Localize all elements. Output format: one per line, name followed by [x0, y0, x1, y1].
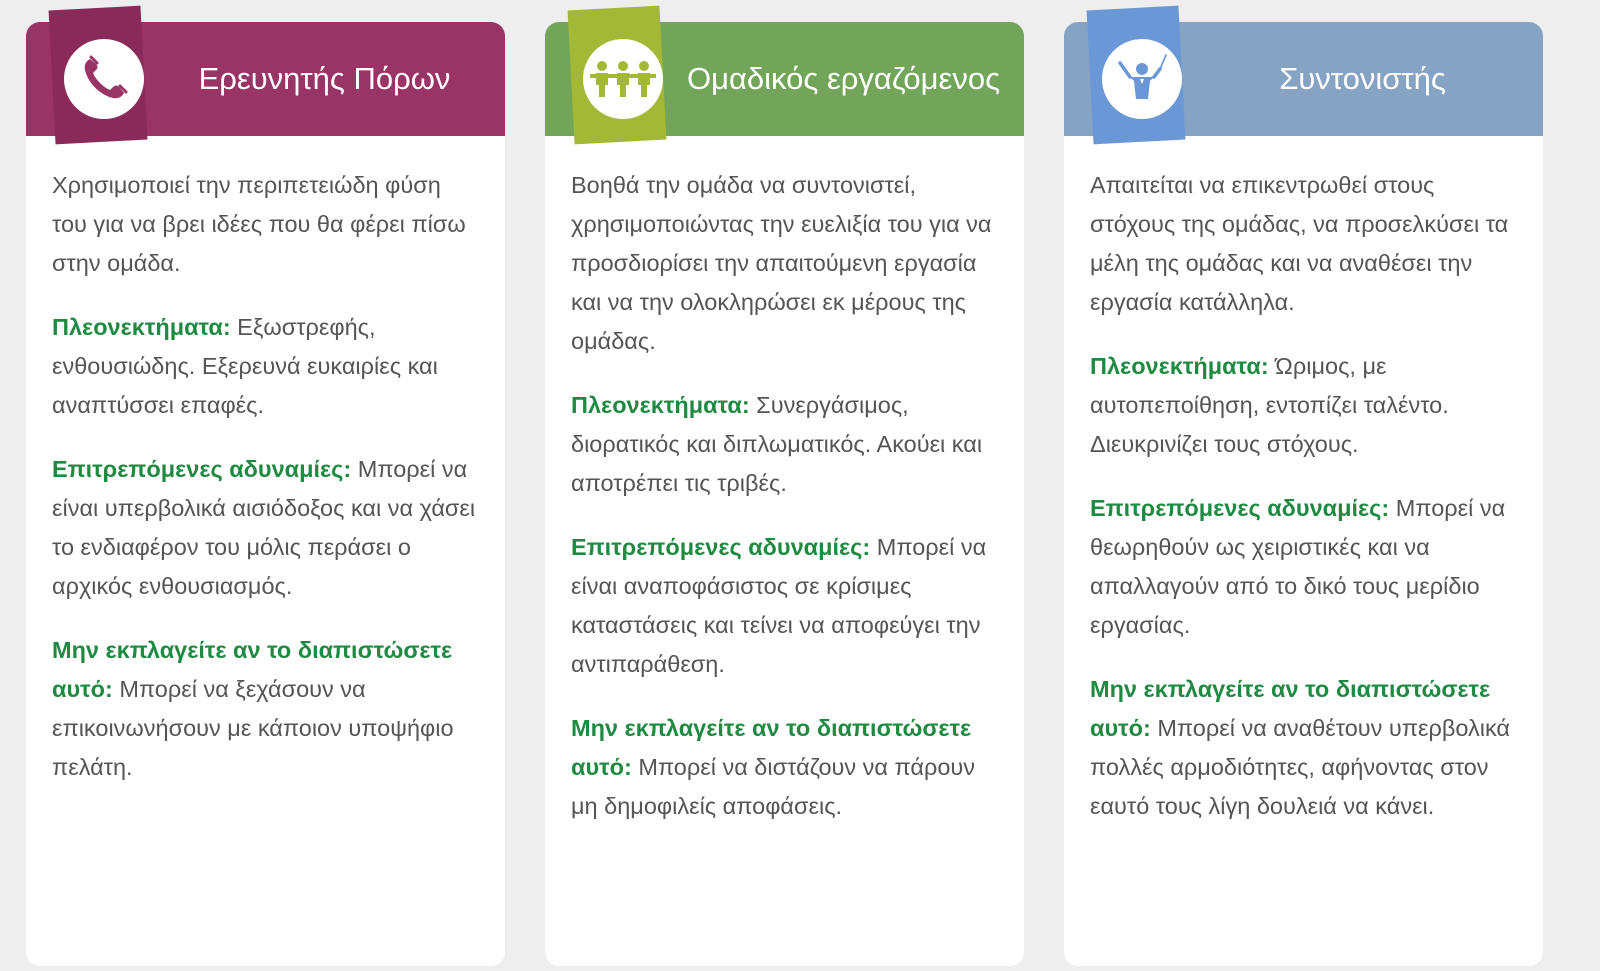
strengths-label: Πλεονεκτήματα:: [571, 392, 750, 418]
card-header: [545, 22, 1024, 136]
weaknesses-label: Επιτρεπόμενες αδυναμίες:: [52, 456, 352, 482]
card-body: [545, 136, 1024, 826]
card-header: [26, 22, 505, 136]
surprise-label: Μην εκπλαγείτε αν το διαπιστώσετε αυτό:: [52, 637, 453, 702]
strengths-text: Συνεργάσιμος, διορατικός και διπλωματικός. Ακούει και αποτρέπει τις τριβές.: [571, 392, 983, 496]
card-title: Ομαδικός εργαζόμενος: [686, 61, 1001, 96]
role-description: Βοηθά την ομάδα να συντονιστεί, χρησιμοποιώντας την ευελιξία του για να προσδιορίσει την απαιτούμενη εργασία και να την ολοκληρώσει εκ μέρους της ομάδας.: [571, 172, 992, 354]
weaknesses-label: Επιτρεπόμενες αδυναμίες:: [571, 534, 871, 560]
surprise-text: Μπορεί να διστάζουν να πάρουν μη δημοφιλείς αποφάσεις.: [571, 754, 976, 819]
card-body: [26, 136, 505, 787]
strengths-paragraph: [1090, 347, 1517, 464]
surprise-paragraph: [1090, 670, 1517, 826]
weaknesses-text: Μπορεί να θεωρηθούν ως χειριστικές και να απαλλαγούν από το δικό τους μερίδιο εργασίας.: [1090, 495, 1506, 638]
weaknesses-text: Μπορεί να είναι υπερβολικά αισιόδοξος και να χάσει το ενδιαφέρον του μόλις περάσει ο αρχικός ενθουσιασμός.: [52, 456, 476, 599]
strengths-text: Εξωστρεφής, ενθουσιώδης. Εξερευνά ευκαιρίες και αναπτύσσει επαφές.: [52, 314, 438, 418]
weaknesses-text: Μπορεί να είναι αναποφάσιστος σε κρίσιμες καταστάσεις και τείνει να αποφεύγει την αντιπαράθεση.: [571, 534, 987, 677]
surprise-label: Μην εκπλαγείτε αν το διαπιστώσετε αυτό:: [1090, 676, 1491, 741]
strengths-text: Ώριμος, με αυτοπεποίθηση, εντοπίζει ταλέντο. Διευκρινίζει τους στόχους.: [1090, 353, 1449, 457]
team-people-icon: [583, 39, 663, 119]
weaknesses-paragraph: [52, 450, 479, 606]
surprise-paragraph: [52, 631, 479, 787]
role-card-resource-investigator: [26, 22, 505, 966]
phone-icon: [64, 39, 144, 119]
surprise-label: Μην εκπλαγείτε αν το διαπιστώσετε αυτό:: [571, 715, 972, 780]
surprise-paragraph: [571, 709, 998, 826]
conductor-icon: [1102, 39, 1182, 119]
weaknesses-label: Επιτρεπόμενες αδυναμίες:: [1090, 495, 1390, 521]
role-description: Απαιτείται να επικεντρωθεί στους στόχους της ομάδας, να προσελκύσει τα μέλη της ομάδας και να αναθέσει την εργασία κατάλληλα.: [1090, 172, 1509, 315]
strengths-label: Πλεονεκτήματα:: [1090, 353, 1269, 379]
card-body: [1064, 136, 1543, 826]
role-card-teamworker: [545, 22, 1024, 966]
card-title: Ερευνητής Πόρων: [198, 61, 451, 96]
weaknesses-paragraph: [1090, 489, 1517, 645]
strengths-label: Πλεονεκτήματα:: [52, 314, 231, 340]
surprise-text: Μπορεί να ξεχάσουν να επικοινωνήσουν με κάποιον υποψήφιο πελάτη.: [52, 676, 454, 780]
weaknesses-paragraph: [571, 528, 998, 684]
role-card-coordinator: [1064, 22, 1543, 966]
card-title: Συντονιστής: [1279, 61, 1446, 96]
card-header: [1064, 22, 1543, 136]
strengths-paragraph: [52, 308, 479, 425]
surprise-text: Μπορεί να αναθέτουν υπερβολικά πολλές αρμοδιότητες, αφήνοντας στον εαυτό τους λίγη δουλειά να κάνει.: [1090, 715, 1510, 819]
strengths-paragraph: [571, 386, 998, 503]
role-description: Χρησιμοποιεί την περιπετειώδη φύση του για να βρει ιδέες που θα φέρει πίσω στην ομάδα.: [52, 172, 466, 276]
